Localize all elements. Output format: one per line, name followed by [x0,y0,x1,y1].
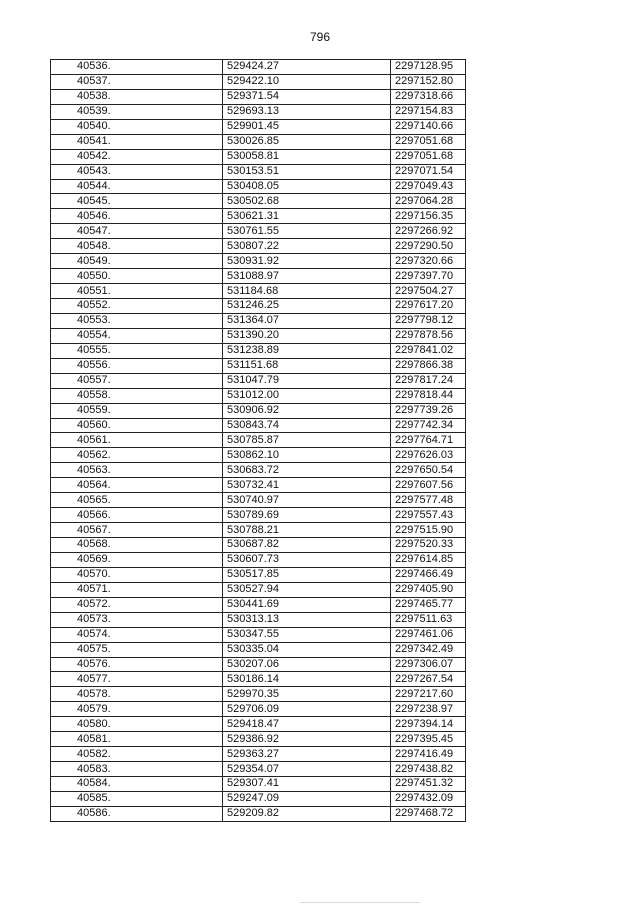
point-id-cell: 40550. [51,269,223,284]
x-coordinate-cell: 529307.41 [223,777,391,792]
point-id-cell: 40575. [51,642,223,657]
table-row [51,373,466,388]
point-id-cell: 40564. [51,478,223,493]
point-id-cell: 40548. [51,239,223,254]
x-coordinate-cell: 529209.82 [223,806,391,821]
x-coordinate-cell: 530761.55 [223,224,391,239]
y-coordinate-cell: 2297515.90 [391,523,466,538]
x-coordinate-cell: 530788.21 [223,523,391,538]
point-id-cell: 40556. [51,358,223,373]
x-coordinate-cell: 530807.22 [223,239,391,254]
point-id-cell: 40555. [51,343,223,358]
table-row [51,508,466,523]
table-row [51,672,466,687]
point-id-cell: 40583. [51,762,223,777]
point-id-cell: 40544. [51,179,223,194]
table-row [51,74,466,89]
x-coordinate-cell: 530785.87 [223,433,391,448]
point-id-cell: 40570. [51,567,223,582]
x-coordinate-cell: 529354.07 [223,762,391,777]
point-id-cell: 40565. [51,493,223,508]
point-id-cell: 40545. [51,194,223,209]
y-coordinate-cell: 2297290.50 [391,239,466,254]
table-row [51,149,466,164]
coordinates-table-body [51,60,466,822]
point-id-cell: 40540. [51,119,223,134]
x-coordinate-cell: 530740.97 [223,493,391,508]
y-coordinate-cell: 2297267.54 [391,672,466,687]
table-row [51,313,466,328]
point-id-cell: 40561. [51,433,223,448]
x-coordinate-cell: 530527.94 [223,582,391,597]
point-id-cell: 40586. [51,806,223,821]
table-row [51,89,466,104]
y-coordinate-cell: 2297557.43 [391,508,466,523]
point-id-cell: 40571. [51,582,223,597]
y-coordinate-cell: 2297071.54 [391,164,466,179]
x-coordinate-cell: 530335.04 [223,642,391,657]
point-id-cell: 40573. [51,612,223,627]
x-coordinate-cell: 530026.85 [223,134,391,149]
point-id-cell: 40581. [51,732,223,747]
table-row [51,403,466,418]
table-row [51,582,466,597]
x-coordinate-cell: 529424.27 [223,60,391,75]
table-row [51,806,466,821]
x-coordinate-cell: 530186.14 [223,672,391,687]
point-id-cell: 40580. [51,717,223,732]
y-coordinate-cell: 2297342.49 [391,642,466,657]
point-id-cell: 40585. [51,791,223,806]
table-row [51,493,466,508]
x-coordinate-cell: 530408.05 [223,179,391,194]
table-row [51,597,466,612]
point-id-cell: 40543. [51,164,223,179]
y-coordinate-cell: 2297878.56 [391,328,466,343]
x-coordinate-cell: 530906.92 [223,403,391,418]
point-id-cell: 40558. [51,388,223,403]
x-coordinate-cell: 531151.68 [223,358,391,373]
x-coordinate-cell: 531364.07 [223,313,391,328]
point-id-cell: 40574. [51,627,223,642]
x-coordinate-cell: 530862.10 [223,448,391,463]
y-coordinate-cell: 2297051.68 [391,134,466,149]
table-row [51,239,466,254]
x-coordinate-cell: 531012.00 [223,388,391,403]
point-id-cell: 40572. [51,597,223,612]
point-id-cell: 40582. [51,747,223,762]
y-coordinate-cell: 2297577.48 [391,493,466,508]
point-id-cell: 40547. [51,224,223,239]
table-row [51,657,466,672]
table-row [51,717,466,732]
y-coordinate-cell: 2297432.09 [391,791,466,806]
table-row [51,463,466,478]
point-id-cell: 40539. [51,104,223,119]
point-id-cell: 40552. [51,299,223,314]
table-row [51,104,466,119]
y-coordinate-cell: 2297650.54 [391,463,466,478]
y-coordinate-cell: 2297064.28 [391,194,466,209]
table-row [51,209,466,224]
x-coordinate-cell: 530313.13 [223,612,391,627]
x-coordinate-cell: 530683.72 [223,463,391,478]
point-id-cell: 40576. [51,657,223,672]
x-coordinate-cell: 530207.06 [223,657,391,672]
table-row [51,119,466,134]
y-coordinate-cell: 2297405.90 [391,582,466,597]
table-row [51,269,466,284]
x-coordinate-cell: 531238.89 [223,343,391,358]
table-row [51,538,466,553]
y-coordinate-cell: 2297817.24 [391,373,466,388]
x-coordinate-cell: 531246.25 [223,299,391,314]
y-coordinate-cell: 2297320.66 [391,254,466,269]
table-row [51,358,466,373]
point-id-cell: 40559. [51,403,223,418]
table-row [51,448,466,463]
table-row [51,747,466,762]
y-coordinate-cell: 2297156.35 [391,209,466,224]
point-id-cell: 40577. [51,672,223,687]
table-row [51,284,466,299]
x-coordinate-cell: 529693.13 [223,104,391,119]
x-coordinate-cell: 529422.10 [223,74,391,89]
coordinates-table [50,59,466,822]
y-coordinate-cell: 2297394.14 [391,717,466,732]
y-coordinate-cell: 2297266.92 [391,224,466,239]
x-coordinate-cell: 530347.55 [223,627,391,642]
y-coordinate-cell: 2297520.33 [391,538,466,553]
x-coordinate-cell: 530931.92 [223,254,391,269]
y-coordinate-cell: 2297466.49 [391,567,466,582]
x-coordinate-cell: 529901.45 [223,119,391,134]
x-coordinate-cell: 530843.74 [223,418,391,433]
x-coordinate-cell: 529371.54 [223,89,391,104]
x-coordinate-cell: 530732.41 [223,478,391,493]
table-row [51,224,466,239]
y-coordinate-cell: 2297465.77 [391,597,466,612]
y-coordinate-cell: 2297607.56 [391,478,466,493]
table-row [51,60,466,75]
table-row [51,612,466,627]
y-coordinate-cell: 2297438.82 [391,762,466,777]
y-coordinate-cell: 2297841.02 [391,343,466,358]
y-coordinate-cell: 2297451.32 [391,777,466,792]
y-coordinate-cell: 2297818.44 [391,388,466,403]
x-coordinate-cell: 529247.09 [223,791,391,806]
y-coordinate-cell: 2297866.38 [391,358,466,373]
x-coordinate-cell: 530153.51 [223,164,391,179]
x-coordinate-cell: 531047.79 [223,373,391,388]
table-row [51,567,466,582]
x-coordinate-cell: 530058.81 [223,149,391,164]
table-row [51,732,466,747]
table-row [51,254,466,269]
y-coordinate-cell: 2297626.03 [391,448,466,463]
y-coordinate-cell: 2297798.12 [391,313,466,328]
table-row [51,777,466,792]
point-id-cell: 40563. [51,463,223,478]
point-id-cell: 40541. [51,134,223,149]
point-id-cell: 40567. [51,523,223,538]
table-row [51,299,466,314]
y-coordinate-cell: 2297614.85 [391,552,466,567]
y-coordinate-cell: 2297468.72 [391,806,466,821]
point-id-cell: 40546. [51,209,223,224]
x-coordinate-cell: 530621.31 [223,209,391,224]
table-row [51,433,466,448]
y-coordinate-cell: 2297739.26 [391,403,466,418]
y-coordinate-cell: 2297318.66 [391,89,466,104]
table-row [51,552,466,567]
table-row [51,179,466,194]
page-number: 796 [309,30,331,44]
bottom-rule [300,902,420,903]
x-coordinate-cell: 530687.82 [223,538,391,553]
x-coordinate-cell: 529363.27 [223,747,391,762]
table-row [51,478,466,493]
y-coordinate-cell: 2297238.97 [391,702,466,717]
table-row [51,194,466,209]
x-coordinate-cell: 531184.68 [223,284,391,299]
x-coordinate-cell: 530441.69 [223,597,391,612]
x-coordinate-cell: 529706.09 [223,702,391,717]
point-id-cell: 40551. [51,284,223,299]
y-coordinate-cell: 2297397.70 [391,269,466,284]
y-coordinate-cell: 2297617.20 [391,299,466,314]
table-row [51,791,466,806]
y-coordinate-cell: 2297217.60 [391,687,466,702]
table-row [51,328,466,343]
point-id-cell: 40536. [51,60,223,75]
point-id-cell: 40542. [51,149,223,164]
y-coordinate-cell: 2297128.95 [391,60,466,75]
x-coordinate-cell: 531390.20 [223,328,391,343]
y-coordinate-cell: 2297764.71 [391,433,466,448]
y-coordinate-cell: 2297395.45 [391,732,466,747]
table-row [51,627,466,642]
point-id-cell: 40579. [51,702,223,717]
table-row [51,418,466,433]
y-coordinate-cell: 2297140.66 [391,119,466,134]
point-id-cell: 40569. [51,552,223,567]
y-coordinate-cell: 2297152.80 [391,74,466,89]
x-coordinate-cell: 529386.92 [223,732,391,747]
y-coordinate-cell: 2297742.34 [391,418,466,433]
y-coordinate-cell: 2297511.63 [391,612,466,627]
table-row [51,523,466,538]
x-coordinate-cell: 530789.69 [223,508,391,523]
point-id-cell: 40549. [51,254,223,269]
table-row [51,134,466,149]
y-coordinate-cell: 2297416.49 [391,747,466,762]
point-id-cell: 40538. [51,89,223,104]
y-coordinate-cell: 2297154.83 [391,104,466,119]
x-coordinate-cell: 530607.73 [223,552,391,567]
x-coordinate-cell: 530502.68 [223,194,391,209]
point-id-cell: 40566. [51,508,223,523]
point-id-cell: 40584. [51,777,223,792]
table-row [51,702,466,717]
table-row [51,388,466,403]
y-coordinate-cell: 2297461.06 [391,627,466,642]
x-coordinate-cell: 529418.47 [223,717,391,732]
table-row [51,642,466,657]
table-row [51,164,466,179]
point-id-cell: 40554. [51,328,223,343]
x-coordinate-cell: 531088.97 [223,269,391,284]
point-id-cell: 40553. [51,313,223,328]
y-coordinate-cell: 2297049.43 [391,179,466,194]
table-row [51,687,466,702]
point-id-cell: 40560. [51,418,223,433]
y-coordinate-cell: 2297051.68 [391,149,466,164]
table-row [51,343,466,358]
point-id-cell: 40537. [51,74,223,89]
table-row [51,762,466,777]
x-coordinate-cell: 529970.35 [223,687,391,702]
point-id-cell: 40578. [51,687,223,702]
y-coordinate-cell: 2297504.27 [391,284,466,299]
x-coordinate-cell: 530517.85 [223,567,391,582]
point-id-cell: 40562. [51,448,223,463]
point-id-cell: 40568. [51,538,223,553]
point-id-cell: 40557. [51,373,223,388]
y-coordinate-cell: 2297306.07 [391,657,466,672]
